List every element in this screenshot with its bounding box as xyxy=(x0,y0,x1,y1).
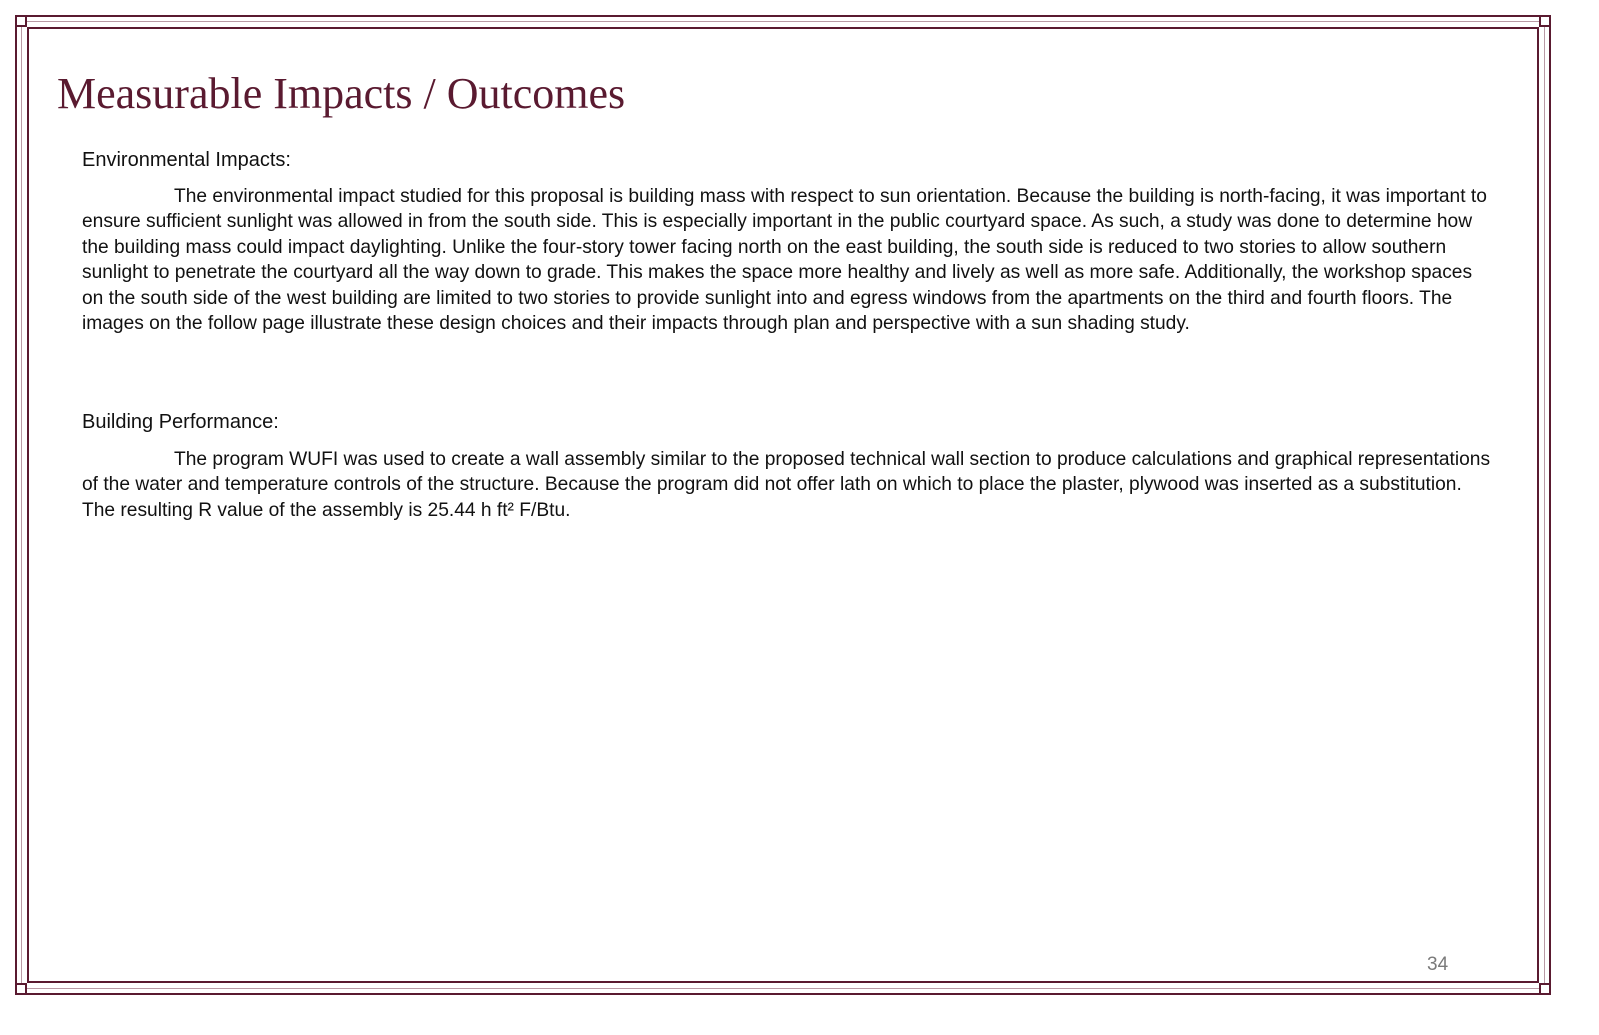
section-heading-environmental-impacts: Environmental Impacts: xyxy=(82,149,291,171)
section-body-environmental-impacts: The environmental impact studied for this proposal is building mass with respect to sun orientation. Because the building is north-facing, it was important to ensure sufficient sunlight was allowed in from the south side. This is especially important in the public courtyard space. As such, a study was done to determine how the building mass could impact daylighting. Unlike the four-story tower facing north on the east building, the south side is reduced to two stories to allow southern sunlight to penetrate the courtyard all the way down to grade. This makes the space more healthy and lively as well as more safe. Additionally, the workshop spaces on the south side of the west building are limited to two stories to provide sunlight into and egress windows from the apartments on the third and fourth floors. The images on the follow page illustrate these design choices and their impacts through plan and perspective with a sun shading study. xyxy=(82,186,1487,335)
border-corner-top-right xyxy=(1539,15,1551,27)
page-number: 34 xyxy=(1427,954,1449,975)
border-corner-bottom-left xyxy=(15,983,27,995)
section-body-building-performance: The program WUFI was used to create a wall assembly similar to the proposed technical wall section to produce calculations and graphical representations of the water and temperature controls of the structure. Because the program did not offer lath on which to place the plaster, plywood was inserted as a substitution. The resulting R value of the assembly is 25.44 h ft² F/Btu. xyxy=(82,449,1491,521)
border-corner-top-left xyxy=(15,15,27,27)
border-corner-bottom-right xyxy=(1539,983,1551,995)
section-heading-building-performance: Building Performance: xyxy=(82,411,279,433)
page-title: Measurable Impacts / Outcomes xyxy=(57,69,626,118)
